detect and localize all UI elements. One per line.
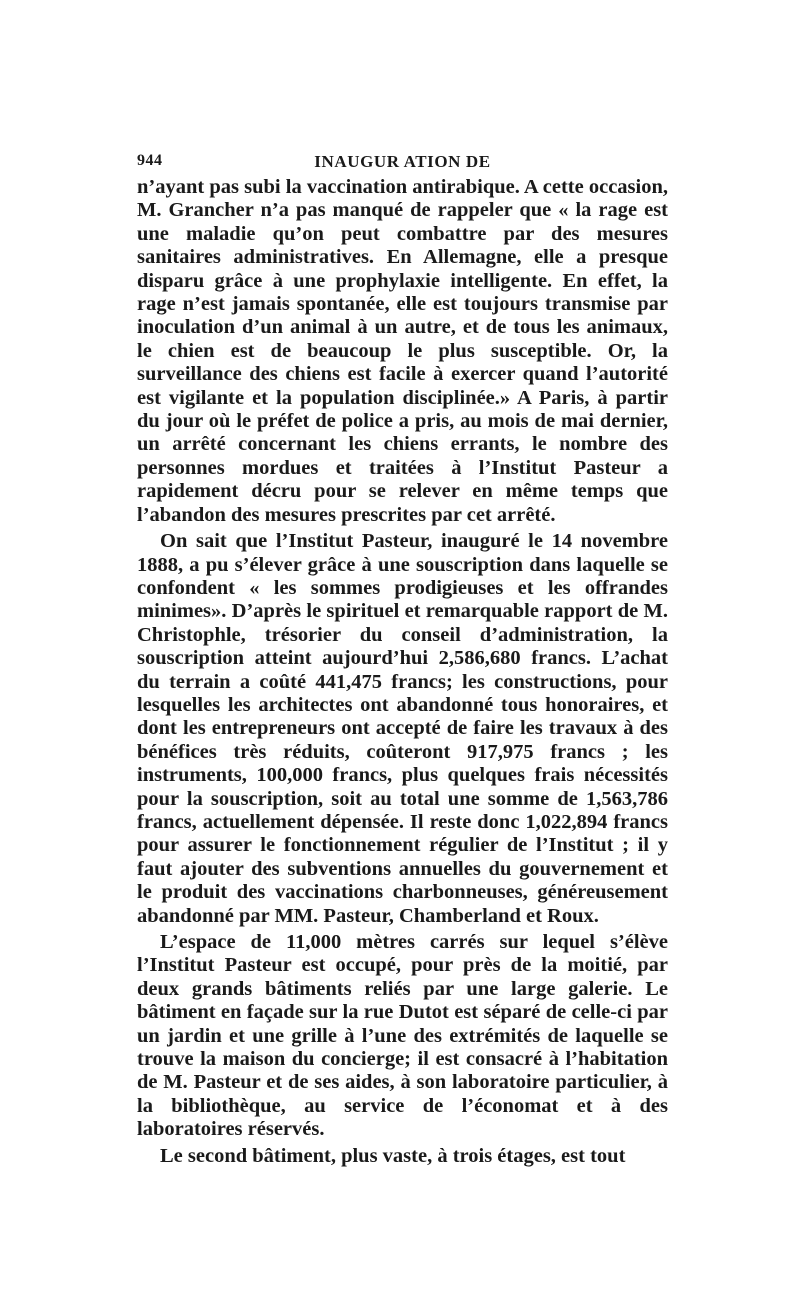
body-text: [137, 176, 668, 1168]
book-page: [137, 150, 668, 1168]
running-title: INAUGUR ATION DE: [314, 152, 491, 171]
page-number: 944: [137, 152, 163, 169]
running-head: [137, 150, 668, 176]
paragraph-buildings: L’espace de 11,000 mètres carrés sur lequel s’élève l’Institut Pasteur est occupé, pour près de la moitié, par deux grands bâtiments reliés par une large galerie. Le bâtiment en façade sur la rue Dutot est séparé de celle-ci par un jardin et une grille à l’une des extrémités de laquelle se trouve la maison du concierge; il est consacré à l’habitation de M. Pasteur et de ses aides, à son laboratoire particulier, à la bibliothèque, au service de l’économat et à des laboratoires réservés.: [137, 931, 668, 1141]
paragraph-institut-funding: On sait que l’Institut Pasteur, inauguré le 14 novembre 1888, a pu s’élever grâce à une souscription dans laquelle se confondent « les sommes prodigieuses et les offrandes minimes». D’après le spirituel et remarquable rapport de M. Christophle, trésorier du conseil d’administration, la souscription atteint aujourd’hui 2,586,680 francs. L’achat du terrain a coûté 441,475 francs; les constructions, pour lesquelles les architectes ont abandonné tous honoraires, et dont les entrepreneurs ont accepté de faire les travaux à des bénéfices très réduits, coûteront 917,975 francs ; les instruments, 100,000 francs, plus quelques frais nécessités pour la souscription, soit au total une somme de 1,563,786 francs, actuellement dépensée. Il reste donc 1,022,894 francs pour assurer le fonctionnement régulier de l’Institut ; il y faut ajouter des subventions annuelles du gouvernement et le produit des vaccinations charbonneuses, généreusement abandonné par MM. Pasteur, Chamberland et Roux.: [137, 530, 668, 927]
paragraph-second-building: Le second bâtiment, plus vaste, à trois étages, est tout: [160, 1144, 626, 1167]
paragraph-continued: n’ayant pas subi la vaccination antirabique. A cette occasion, M. Grancher n’a pas manqué de rappeler que « la rage est une maladie qu’on peut combattre par des mesures sanitaires administratives. En Allemagne, elle a presque disparu grâce à une prophylaxie intelligente. En effet, la rage n’est jamais spontanée, elle est toujours transmise par inoculation d’un animal à un autre, et de tous les animaux, le chien est de beaucoup le plus susceptible. Or, la surveillance des chiens est facile à exercer quand l’autorité est vigilante et la population disciplinée.» A Paris, à partir du jour où le préfet de police a pris, au mois de mai dernier, un arrêté concernant les chiens errants, le nombre des personnes mordues et traitées à l’Institut Pasteur a rapidement décru pour se relever en même temps que l’abandon des mesures prescrites par cet arrêté.: [137, 176, 668, 526]
